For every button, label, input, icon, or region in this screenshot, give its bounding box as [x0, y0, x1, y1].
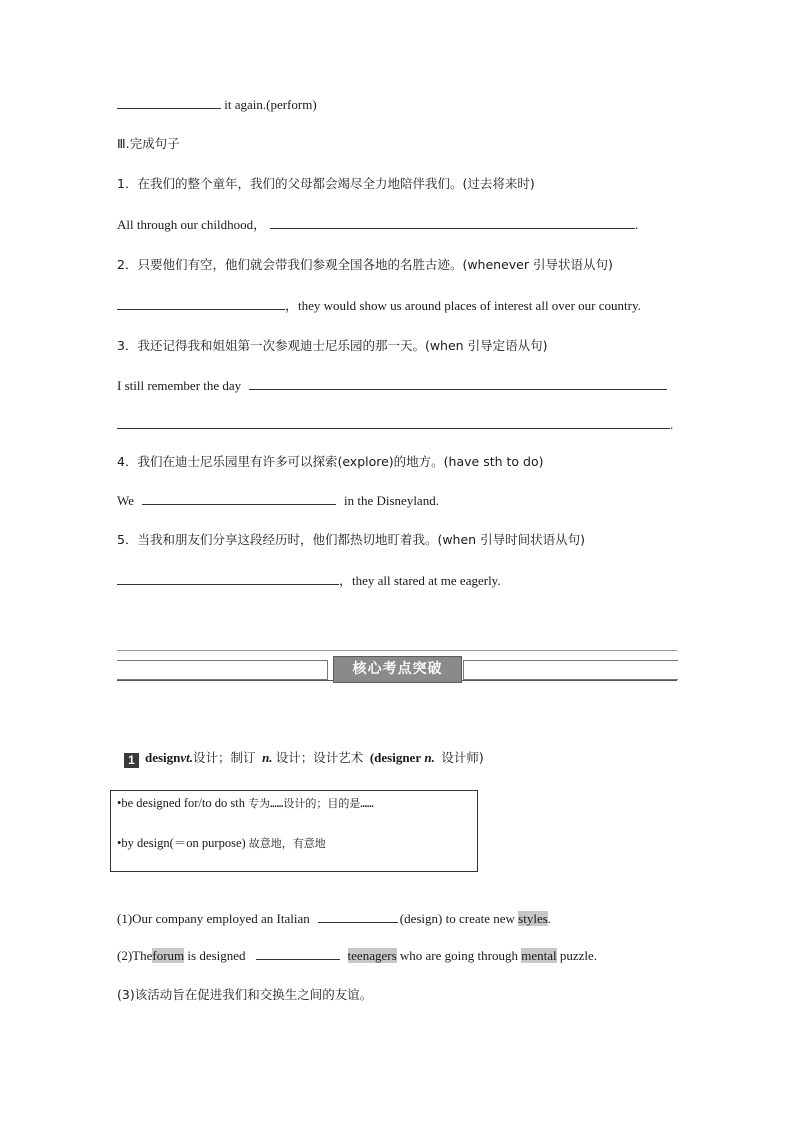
- banner-right-panel: [463, 660, 678, 680]
- answer-blank[interactable]: [117, 416, 670, 429]
- derivative-word: (designer: [369, 750, 422, 765]
- highlighted-word: teenagers: [347, 948, 397, 963]
- meaning-text: 设计；设计艺术: [275, 750, 364, 765]
- question-4-prompt: 4．我们在迪士尼乐园里有许多可以探索(explore)的地方。(have sth to do): [117, 454, 544, 469]
- headword: design: [145, 750, 181, 765]
- example-text: who are going through: [399, 948, 518, 963]
- vocab-point-heading: [124, 749, 484, 768]
- answer-prefix: We: [117, 493, 134, 508]
- answer-blank[interactable]: [256, 947, 340, 960]
- answer-suffix: it again.(perform): [221, 97, 317, 112]
- answer-blank[interactable]: [117, 96, 221, 109]
- question-3-answer-line: [117, 377, 667, 395]
- example-text: (1)Our company employed an Italian: [117, 911, 310, 926]
- example-text: is designed: [187, 948, 246, 963]
- point-number-badge: 1: [124, 753, 139, 768]
- answer-prefix: All through our childhood，: [117, 217, 267, 232]
- question-3-answer-line-2: [117, 416, 673, 434]
- note-meaning: 故意地，有意地: [248, 837, 326, 850]
- highlighted-word: styles: [518, 911, 548, 926]
- note-phrase: •by design(＝on purpose): [117, 836, 246, 850]
- answer-blank[interactable]: [318, 910, 398, 923]
- usage-notes-box: [110, 790, 478, 872]
- pos-label: vt.: [180, 750, 194, 765]
- question-1-answer-line: [117, 216, 638, 234]
- example-text: (design) to create new: [399, 911, 515, 926]
- section-banner-title: 核心考点突破: [333, 656, 462, 683]
- example-3: (3)该活动旨在促进我们和交换生之间的友谊。: [117, 987, 373, 1002]
- question-3-prompt: 3．我还记得我和姐姐第一次参观迪士尼乐园的那一天。(when 引导定语从句): [117, 338, 548, 353]
- banner-top-rule: [117, 650, 677, 651]
- question-2-prompt: 2．只要他们有空，他们就会带我们参观全国各地的名胜古迹。(whenever 引导状语从句): [117, 257, 613, 272]
- answer-blank[interactable]: [270, 216, 635, 229]
- answer-blank[interactable]: [249, 377, 667, 390]
- meaning-text: 设计；制订: [193, 750, 256, 765]
- question-1-prompt: 1．在我们的整个童年，我们的父母都会竭尽全力地陪伴我们。(过去将来时): [117, 176, 535, 191]
- answer-suffix: ，they all stared at me eagerly.: [339, 573, 501, 588]
- answer-blank[interactable]: [117, 572, 339, 585]
- question-5-answer-line: [117, 572, 501, 590]
- note-phrase: •be designed for/to do sth: [117, 796, 245, 810]
- question-5-prompt: 5．当我和朋友们分享这段经历时，他们都热切地盯着我。(when 引导时间状语从句): [117, 532, 585, 547]
- note-meaning: 专为……设计的；目的是……: [248, 797, 374, 810]
- prev-question-answer-line: [117, 96, 317, 114]
- highlighted-word: mental: [521, 948, 557, 963]
- example-text: .: [547, 911, 552, 926]
- example-1: [117, 910, 551, 928]
- answer-prefix: I still remember the day: [117, 378, 242, 393]
- answer-suffix: in the Disneyland.: [344, 493, 439, 508]
- answer-blank[interactable]: [117, 297, 285, 310]
- usage-note: [117, 795, 374, 811]
- example-text: (2)The: [117, 948, 153, 963]
- banner-left-panel: [117, 660, 328, 680]
- question-2-answer-line: [117, 297, 641, 315]
- example-text: puzzle.: [559, 948, 598, 963]
- pos-label: n.: [262, 750, 273, 765]
- question-4-answer-line: [117, 492, 439, 510]
- answer-suffix: .: [635, 217, 639, 232]
- answer-suffix: ，they would show us around places of interest all over our country.: [285, 298, 641, 313]
- usage-note: [117, 833, 326, 851]
- section-heading: Ⅲ.完成句子: [117, 136, 180, 151]
- answer-blank[interactable]: [142, 492, 336, 505]
- highlighted-word: forum: [152, 948, 185, 963]
- pos-label: n.: [424, 750, 435, 765]
- derivative-meaning: 设计师): [441, 750, 484, 765]
- example-2: [117, 947, 597, 965]
- answer-suffix: .: [670, 417, 674, 432]
